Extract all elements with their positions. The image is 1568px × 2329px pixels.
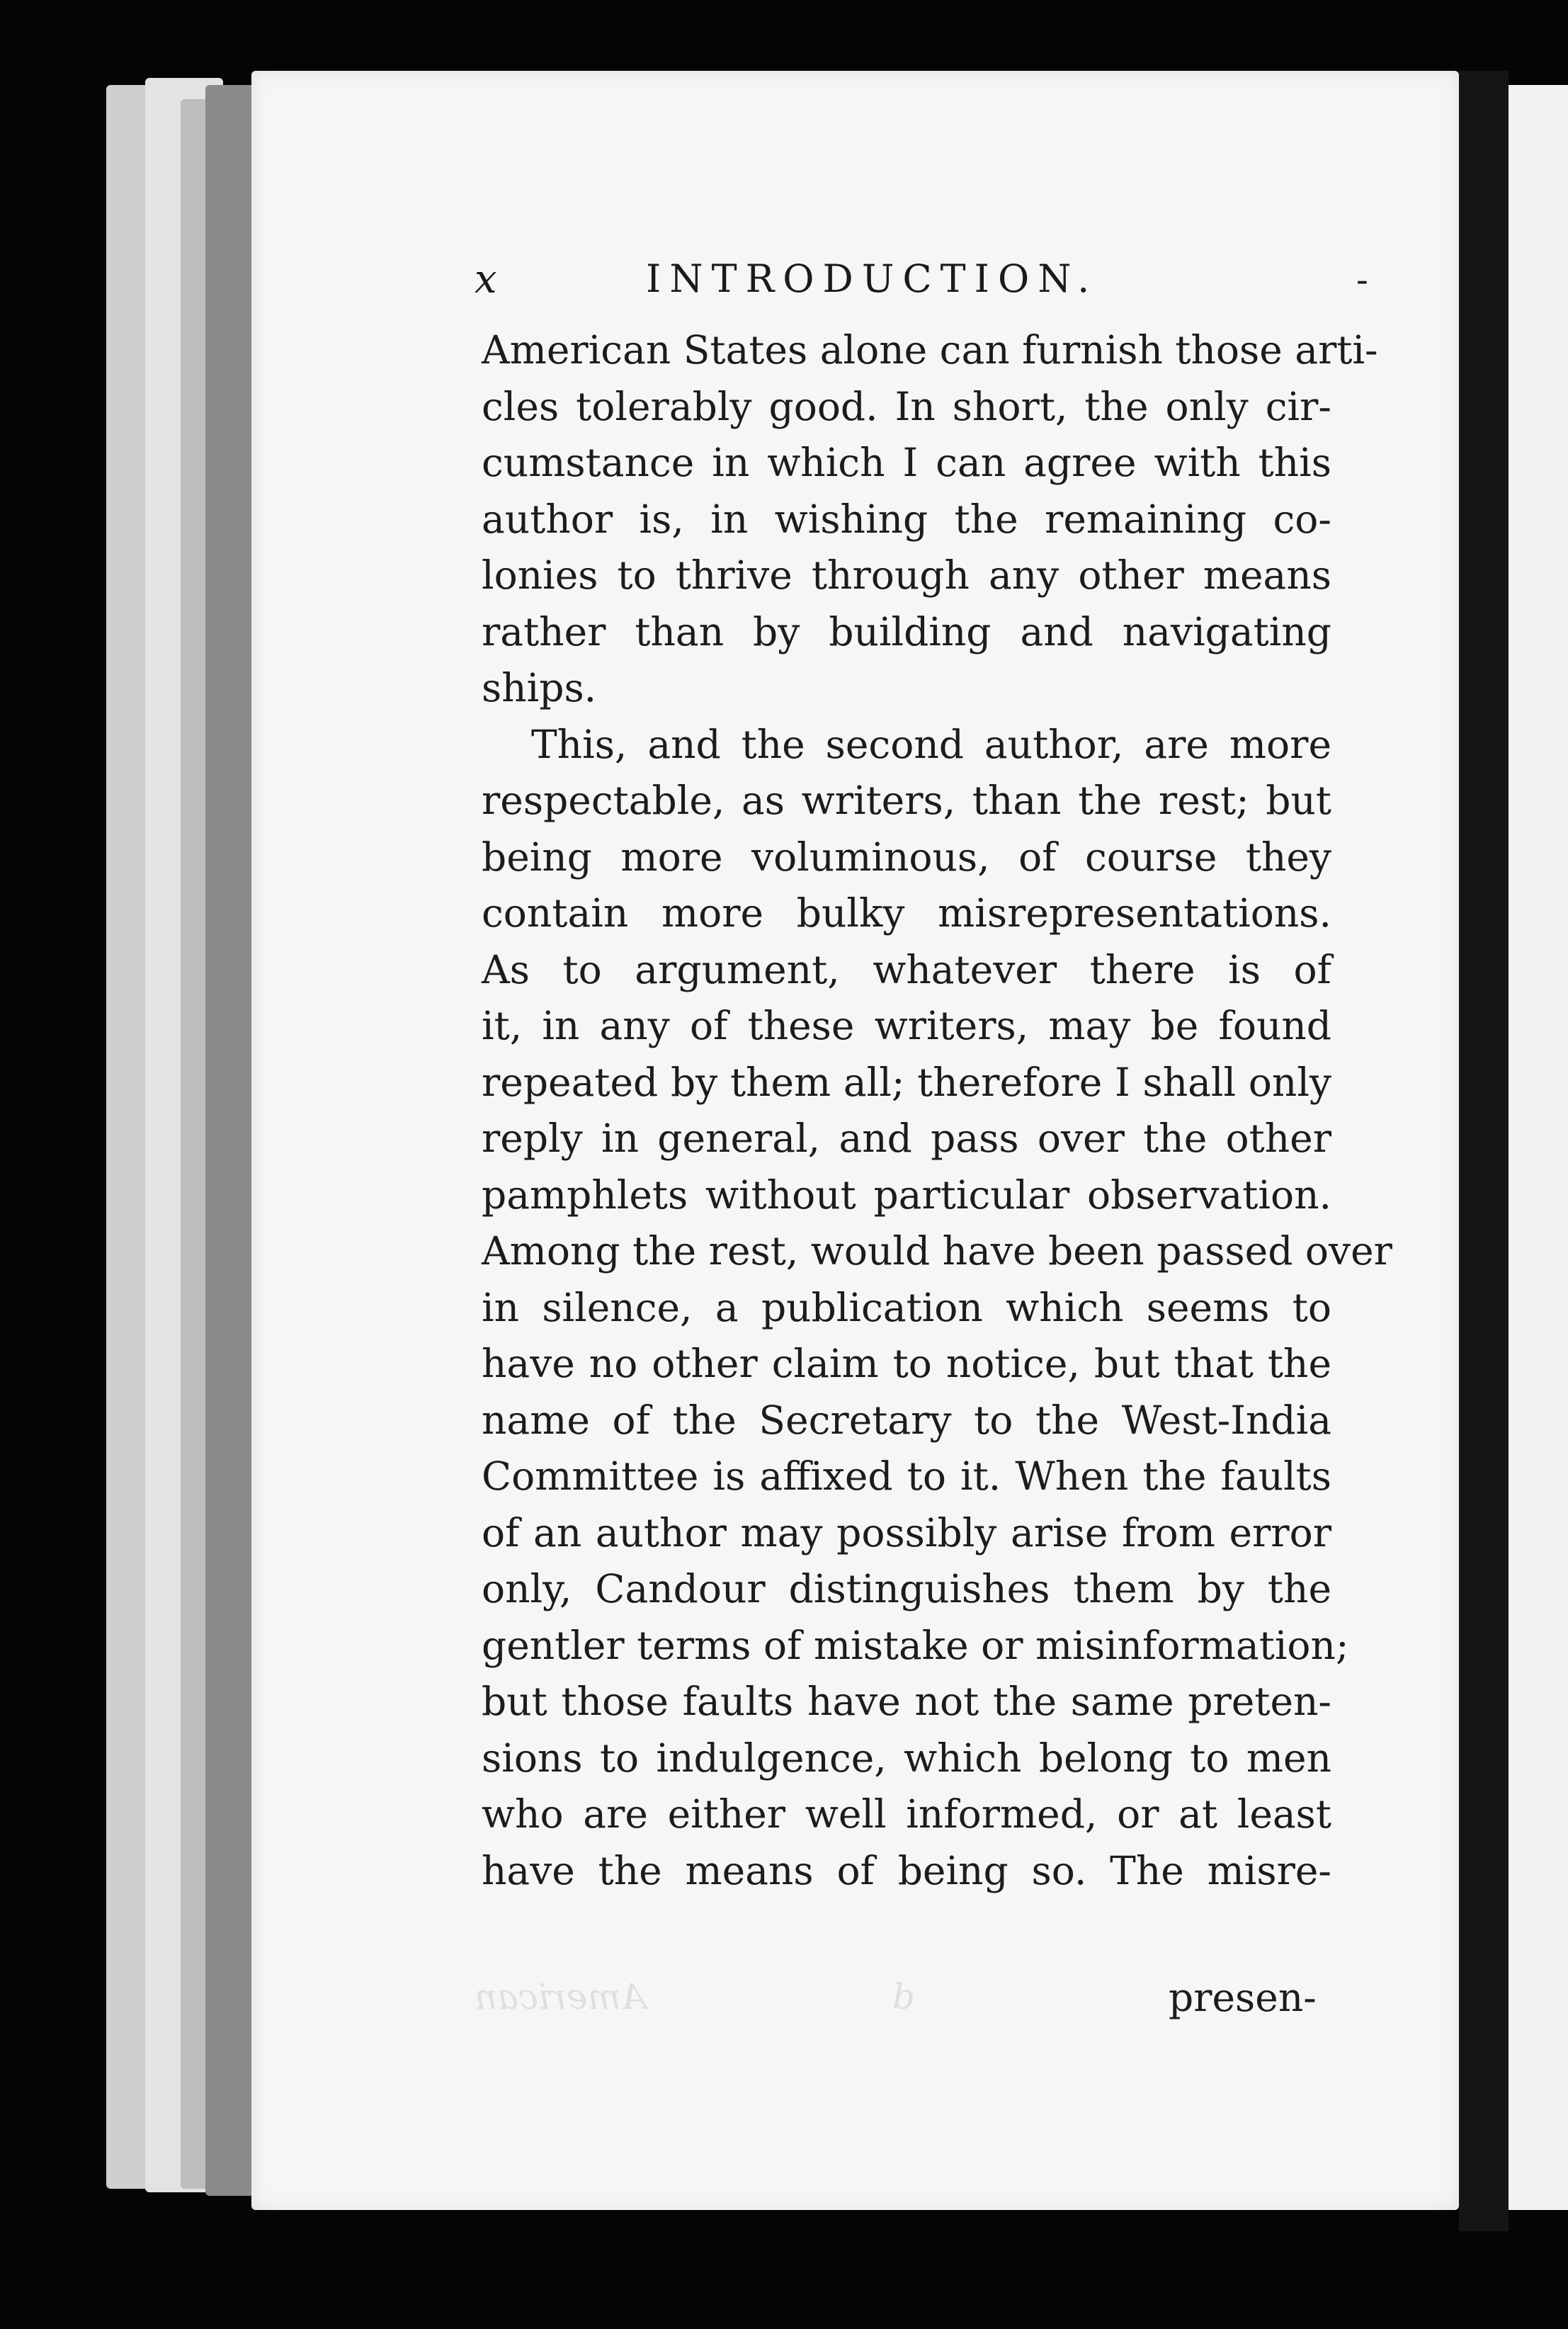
page-header bbox=[475, 256, 1388, 306]
text-line: As to argument, whatever there is of bbox=[482, 946, 1331, 992]
text-line: lonies to thrive through any other means bbox=[482, 552, 1331, 598]
text-line: in silence, a publication which seems to bbox=[482, 1284, 1331, 1330]
text-line: sions to indulgence, which belong to men bbox=[482, 1735, 1331, 1781]
text-line: repeated by them all; therefore I shall only bbox=[482, 1059, 1331, 1105]
gutter-shadow bbox=[1459, 71, 1509, 2231]
text-line: have the means of being so. The misre- bbox=[482, 1847, 1331, 1893]
text-line: Committee is affixed to it. When the faults bbox=[482, 1454, 1331, 1499]
next-page-sliver bbox=[1509, 85, 1568, 2210]
bleed-through-text: American bbox=[475, 1976, 647, 2017]
text-line: American States alone can furnish those arti- bbox=[482, 327, 1378, 373]
text-line: respectable, as writers, than the rest; but bbox=[482, 778, 1331, 823]
text-line: Among the rest, would have been passed over bbox=[482, 1228, 1392, 1274]
header-mark: - bbox=[1356, 259, 1368, 300]
text-line: cumstance in which I can agree with this bbox=[482, 440, 1331, 485]
text-line: rather than by building and navigating bbox=[482, 608, 1331, 654]
running-head: INTRODUCTION. bbox=[646, 256, 1098, 301]
text-line: pamphlets without particular observation. bbox=[482, 1172, 1331, 1218]
text-line: have no other claim to notice, but that the bbox=[482, 1341, 1331, 1386]
page-number: x bbox=[475, 256, 497, 302]
text-line: contain more bulky misrepresentations. bbox=[482, 890, 1331, 936]
text-line: gentler terms of mistake or misinformation; bbox=[482, 1622, 1349, 1668]
text-line: but those faults have not the same preten- bbox=[482, 1679, 1331, 1724]
text-line: reply in general, and pass over the other bbox=[482, 1116, 1331, 1161]
text-line: name of the Secretary to the West-India bbox=[482, 1397, 1331, 1443]
text-line: ships. bbox=[482, 665, 597, 710]
text-line: it, in any of these writers, may be found bbox=[482, 1003, 1331, 1048]
text-line: author is, in wishing the remaining co- bbox=[482, 496, 1331, 542]
body-text bbox=[482, 322, 1392, 1899]
text-line: of an author may possibly arise from error bbox=[482, 1509, 1331, 1556]
text-line: being more voluminous, of course they bbox=[482, 834, 1331, 880]
text-line: who are either well informed, or at least bbox=[482, 1791, 1331, 1837]
text-line: cles tolerably good. In short, the only cir- bbox=[482, 383, 1331, 429]
text-line: This, and the second author, are more bbox=[531, 721, 1331, 767]
text-line: only, Candour distinguishes them by the bbox=[482, 1566, 1331, 1611]
catchword: presen- bbox=[1169, 1975, 1317, 2020]
bleed-through-text: b bbox=[892, 1976, 916, 2017]
